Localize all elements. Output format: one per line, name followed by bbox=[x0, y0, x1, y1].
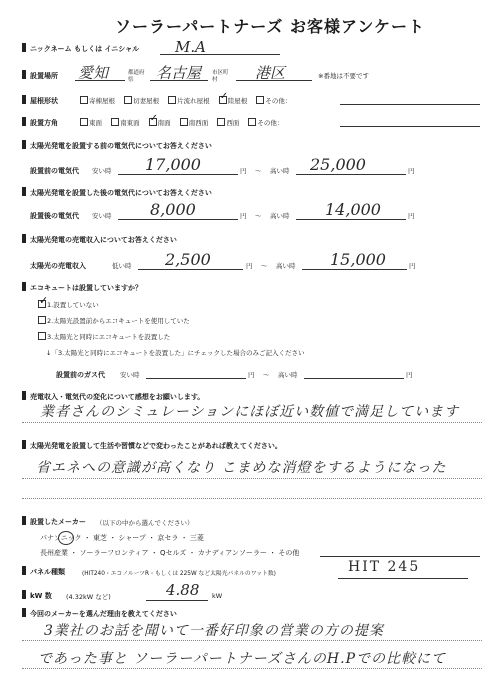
after-low-value[interactable]: 8,000 bbox=[150, 200, 196, 219]
checkbox-checked[interactable]: ✓ bbox=[39, 294, 49, 307]
tilde: 〜 bbox=[255, 167, 262, 175]
dir-opt-southeast[interactable]: 南東面 bbox=[111, 118, 140, 127]
after-section-title: 太陽光発電を設置した後の電気代についてお答えください bbox=[30, 189, 212, 197]
after-high-label: 高い時 bbox=[270, 212, 290, 220]
checkbox[interactable] bbox=[248, 118, 256, 126]
section-marker bbox=[22, 234, 26, 243]
panel-value[interactable]: HIT 245 bbox=[348, 559, 421, 575]
tilde: 〜 bbox=[261, 262, 268, 270]
answer-rule bbox=[22, 422, 482, 423]
checkbox[interactable] bbox=[38, 332, 46, 340]
sell-low-underline bbox=[138, 269, 243, 270]
checkbox[interactable] bbox=[168, 96, 176, 104]
pref-underline bbox=[75, 80, 125, 81]
gas-high-label: 高い時 bbox=[278, 371, 298, 379]
answer-rule bbox=[22, 498, 482, 499]
section-marker bbox=[22, 95, 26, 104]
sell-high-label: 高い時 bbox=[276, 262, 296, 270]
maker-panasonic[interactable]: パナソニック bbox=[40, 534, 82, 542]
roof-opt-hip[interactable]: 寄棟屋根 bbox=[80, 96, 115, 105]
ecocute-opt-2[interactable]: 2.太陽光設置前からエコキュートを使用していた bbox=[38, 316, 190, 325]
section-marker bbox=[22, 117, 26, 126]
reason-answer-line1[interactable]: 3業社のお話を聞いて一番好印象の営業の方の提案 bbox=[44, 623, 384, 639]
dir-opt-southwest[interactable]: 南西面 bbox=[180, 118, 209, 127]
after-high-value[interactable]: 14,000 bbox=[325, 200, 381, 219]
checkbox[interactable] bbox=[38, 316, 46, 324]
after-low-label: 安い時 bbox=[92, 212, 112, 220]
impression-question: 売電収入・電気代の変化について感想をお願いします。 bbox=[30, 393, 205, 401]
location-label: 設置場所 bbox=[30, 72, 58, 80]
kw-label: kW 数 bbox=[30, 592, 52, 600]
yen: 円 bbox=[408, 167, 415, 175]
direction-options bbox=[80, 113, 290, 127]
maker-row-2: 長州産業 ・ ソーラーフロンティア ・ Qセルズ ・ カナディアンソーラー ・ その他 bbox=[40, 549, 300, 557]
sell-section-title: 太陽光発電の売電収入についてお答えください bbox=[30, 236, 177, 244]
dir-other-underline bbox=[340, 126, 480, 127]
after-high-underline bbox=[296, 219, 406, 220]
section-marker bbox=[22, 140, 26, 149]
location-pref-value[interactable]: 愛知 bbox=[78, 64, 109, 82]
maker-selected-circle bbox=[58, 531, 74, 545]
dir-opt-south[interactable]: ✓ 南面 bbox=[149, 113, 171, 127]
ecocute-opt-3[interactable]: 3.太陽光と同時にエコキュートを設置した bbox=[38, 332, 170, 341]
before-section-title: 太陽光発電を設置する前の電気代についてお答えください bbox=[30, 142, 212, 150]
dir-opt-east[interactable]: 東面 bbox=[80, 118, 102, 127]
direction-label: 設置方角 bbox=[30, 119, 58, 127]
checkbox[interactable] bbox=[80, 118, 88, 126]
section-marker bbox=[22, 440, 26, 449]
impression-answer[interactable]: 業者さんのシミュレーションにほぼ近い数値で満足しています bbox=[40, 404, 460, 420]
answer-rule bbox=[22, 478, 482, 479]
tilde: 〜 bbox=[255, 212, 262, 220]
after-label: 設置後の電気代 bbox=[30, 212, 79, 220]
kw-underline bbox=[146, 600, 208, 601]
nickname-label: ニックネーム もしくは イニシャル bbox=[30, 45, 140, 53]
checkbox[interactable] bbox=[124, 96, 132, 104]
section-marker bbox=[22, 590, 26, 599]
panel-label: パネル種類 bbox=[30, 568, 65, 576]
ward-underline bbox=[236, 80, 312, 81]
checkbox[interactable] bbox=[256, 96, 264, 104]
kw-note: (4.32kW など) bbox=[66, 593, 111, 601]
answer-rule bbox=[22, 640, 482, 641]
ecocute-note: ↓「3.太陽光と同時にエコキュートを設置した」にチェックした場合のみご記入ください bbox=[46, 349, 305, 357]
yen: 円 bbox=[248, 371, 255, 379]
dir-opt-west[interactable]: 西面 bbox=[217, 118, 239, 127]
roof-opt-gable[interactable]: 切妻屋根 bbox=[124, 96, 159, 105]
life-answer[interactable]: 省エネへの意識が高くなり こまめな消燈をするようになった bbox=[36, 460, 447, 476]
sell-high-underline bbox=[302, 269, 407, 270]
maker-other[interactable]: その他 bbox=[278, 549, 300, 557]
maker-kyocera[interactable]: 京セラ bbox=[157, 534, 179, 542]
gas-label: 設置前のガス代 bbox=[56, 371, 105, 379]
before-low-underline bbox=[118, 174, 238, 175]
page-title: ソーラーパートナーズ お客様アンケート bbox=[115, 17, 426, 36]
yen: 円 bbox=[408, 212, 415, 220]
section-marker bbox=[22, 566, 26, 575]
dir-opt-other[interactable]: その他： bbox=[248, 118, 283, 127]
gas-low-underline[interactable] bbox=[146, 378, 246, 379]
before-label: 設置前の電気代 bbox=[30, 167, 79, 175]
checkbox-checked[interactable]: ✓ bbox=[219, 91, 229, 102]
checkbox[interactable] bbox=[80, 96, 88, 104]
pref-unit: 都道府県 bbox=[128, 70, 145, 83]
reason-answer-line2[interactable]: であった事と ソーラーパートナーズさんのH.Pでの比較にて bbox=[38, 651, 446, 667]
maker-mitsubishi[interactable]: 三菱 bbox=[189, 534, 204, 542]
maker-choshu[interactable]: 長州産業 bbox=[40, 549, 68, 557]
before-high-underline bbox=[296, 174, 406, 175]
location-note: ※番地は不要です bbox=[318, 72, 369, 80]
tilde: 〜 bbox=[263, 371, 270, 379]
yen: 円 bbox=[240, 167, 247, 175]
sell-low-label: 低い時 bbox=[112, 262, 132, 270]
before-low-label: 安い時 bbox=[92, 167, 112, 175]
reason-question: 今回のメーカーを選んだ理由を教えてください bbox=[30, 610, 177, 618]
before-high-value[interactable]: 25,000 bbox=[310, 155, 366, 174]
section-marker bbox=[22, 282, 26, 291]
location-city-value[interactable]: 名古屋 bbox=[156, 64, 202, 82]
maker-sharp[interactable]: シャープ bbox=[118, 534, 146, 542]
section-marker bbox=[22, 43, 26, 52]
life-question: 太陽光発電を設置して生活や習慣などで変わったことがあれば教えてください。 bbox=[30, 442, 282, 450]
maker-other-underline bbox=[320, 556, 480, 557]
maker-label: 設置したメーカー bbox=[30, 518, 86, 526]
gas-low-label: 安い時 bbox=[120, 371, 140, 379]
city-underline bbox=[150, 80, 208, 81]
maker-row-1: パナソニック ・ 東芝 ・ シャープ ・ 京セラ ・ 三菱 bbox=[40, 533, 204, 543]
kw-value[interactable]: 4.88 bbox=[166, 581, 200, 599]
roof-other-underline bbox=[340, 104, 480, 105]
roof-opt-shed[interactable]: 片流れ屋根 bbox=[168, 96, 210, 105]
maker-canadian-solar[interactable]: カナディアンソーラー bbox=[197, 549, 267, 557]
section-marker bbox=[22, 187, 26, 196]
before-high-label: 高い時 bbox=[270, 167, 290, 175]
roof-opt-flat[interactable]: ✓ 陸屋根 bbox=[219, 91, 248, 105]
roof-opt-other[interactable]: その他： bbox=[256, 96, 291, 105]
panel-note: (HIT240・エコノルーツR・もしくは 225W など太陽光パネルのワット数) bbox=[82, 571, 276, 577]
before-low-value[interactable]: 17,000 bbox=[145, 155, 201, 174]
maker-note: （以下の中から選んでください） bbox=[96, 519, 194, 527]
answer-rule bbox=[22, 668, 482, 669]
checkbox[interactable] bbox=[217, 118, 225, 126]
section-marker bbox=[22, 391, 26, 400]
city-unit: 市区町村 bbox=[212, 70, 229, 83]
after-low-underline bbox=[118, 219, 238, 220]
checkbox-checked[interactable]: ✓ bbox=[149, 113, 159, 124]
maker-toshiba[interactable]: 東芝 bbox=[92, 534, 107, 542]
checkbox[interactable] bbox=[111, 118, 119, 126]
gas-high-underline[interactable] bbox=[304, 378, 404, 379]
kw-unit: kW bbox=[212, 592, 223, 600]
yen: 円 bbox=[406, 371, 413, 379]
ecocute-opt-1[interactable]: ✓ 1.設置していない bbox=[39, 294, 99, 309]
sell-low-value[interactable]: 2,500 bbox=[165, 250, 211, 269]
roof-shape-label: 屋根形状 bbox=[30, 97, 58, 105]
location-ward-value[interactable]: 港区 bbox=[255, 64, 286, 82]
maker-qcells[interactable]: Qセルズ bbox=[160, 549, 187, 557]
yen: 円 bbox=[246, 262, 253, 270]
yen: 円 bbox=[409, 262, 416, 270]
sell-label: 太陽光の売電収入 bbox=[30, 262, 86, 270]
yen: 円 bbox=[240, 212, 247, 220]
checkbox[interactable] bbox=[180, 118, 188, 126]
panel-underline bbox=[338, 578, 468, 579]
maker-solar-frontier[interactable]: ソーラーフロンティア bbox=[79, 549, 149, 557]
section-marker bbox=[22, 70, 26, 79]
nickname-value[interactable]: M.A bbox=[175, 38, 206, 56]
section-marker bbox=[22, 608, 26, 617]
ecocute-question: エコキュートは設置していますか？ bbox=[30, 284, 142, 292]
sell-high-value[interactable]: 15,000 bbox=[330, 250, 386, 269]
section-marker bbox=[22, 516, 26, 525]
roof-shape-options bbox=[80, 91, 298, 105]
